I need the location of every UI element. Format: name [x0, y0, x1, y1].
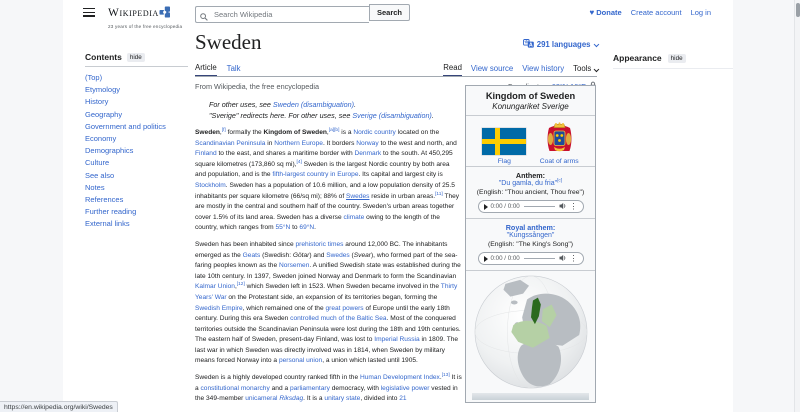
- tools-menu[interactable]: Tools: [573, 64, 597, 76]
- toc-item-culture[interactable]: Culture: [85, 158, 110, 168]
- tab-article[interactable]: Article: [195, 63, 217, 76]
- toc-item-government[interactable]: Government and politics: [85, 121, 166, 131]
- anthem-label: Anthem:: [515, 171, 546, 180]
- contents-title: Contents: [85, 52, 122, 62]
- royal-anthem-english: (English: "The King's Song"): [487, 241, 574, 248]
- location-globe-image[interactable]: [466, 270, 595, 402]
- volume-icon[interactable]: [559, 202, 567, 212]
- tab-talk[interactable]: Talk: [226, 64, 241, 73]
- kebab-menu-icon[interactable]: ⋮: [569, 201, 578, 211]
- royal-anthem-label-link[interactable]: Royal anthem:: [505, 223, 556, 232]
- paragraph: Sweden has been inhabited since prehistoric times around 12,000 BC. The inhabitants emerged as the Geats (Swedish: Götar) and Swedes (Svear), who formed part of the sea-faring peoples known as the Norsemen. A unified Swedish state was established during the late 10th century. In 1397, Sweden joined Norway and Denmark to form the Scandinavian Kalmar Union,[12] which Sweden left in 1523. When Sweden became involved in the Thirty Years' War on the Protestant side, an expansion of its territories began, forming the Swedish Empire, which remained one of the great powers of Europe until the early 18th century. During this era Sweden controlled much of the Baltic Sea. Most of the conquered territories outside the Scandinavian Peninsula were lost during the 18th and 19th centuries. The eastern half of Sweden, present-day Finland, was lost to Imperial Russia in 1809. The last war in which Sweden was directly involved was in 1814, when Sweden by military means forced Norway into a personal union, a union which lasted until 1905.: [195, 240, 461, 365]
- flag-image[interactable]: [482, 128, 526, 155]
- audio-time: 0:00 / 0:00: [490, 203, 520, 210]
- toc-item-demographics[interactable]: Demographics: [85, 146, 134, 156]
- toc-item-history[interactable]: History: [85, 97, 109, 107]
- languages-button[interactable]: A 291 languages: [523, 39, 597, 50]
- play-icon[interactable]: [484, 256, 488, 262]
- svg-text:A: A: [528, 42, 533, 48]
- toc-item-etymology[interactable]: Etymology: [85, 85, 121, 95]
- browser-status-bar: https://en.wikipedia.org/wiki/Swedes: [0, 401, 118, 412]
- heart-icon: ♥: [589, 8, 595, 17]
- audio-time: 0:00 / 0:00: [490, 255, 520, 262]
- toc-item-see-also[interactable]: See also: [85, 170, 115, 180]
- wikipedia-logo-tagline: 23 years of the free encyclopedia: [108, 24, 183, 29]
- toc-item-references[interactable]: References: [85, 195, 124, 205]
- appearance-hide-button[interactable]: hide: [668, 54, 686, 63]
- chevron-down-icon: [593, 66, 598, 71]
- wikipedia-logo-wordmark: Wikipedia: [108, 7, 159, 19]
- tab-view-source[interactable]: View source: [470, 64, 514, 73]
- toc-item-top[interactable]: (Top): [85, 73, 103, 82]
- scrollbar[interactable]: [794, 0, 800, 412]
- toc-item-geography[interactable]: Geography: [85, 109, 123, 119]
- puzzle-icon: [159, 5, 171, 23]
- search-input[interactable]: [195, 6, 369, 23]
- toc-item-external-links[interactable]: External links: [85, 219, 130, 229]
- europe-map-image: [472, 393, 589, 400]
- volume-icon[interactable]: [559, 254, 567, 264]
- hatnote: "Sverige" redirects here. For other uses, see Sverige (disambiguation).: [209, 110, 434, 120]
- log-in-link[interactable]: Log in: [690, 8, 711, 17]
- contents-sidebar: [85, 52, 188, 231]
- anthem-english: (English: "Thou ancient, Thou free"): [476, 189, 585, 196]
- chevron-down-icon: [593, 41, 598, 46]
- tab-read[interactable]: Read: [443, 63, 462, 76]
- create-account-link[interactable]: Create account: [630, 8, 682, 17]
- tab-view-history[interactable]: View history: [522, 64, 565, 73]
- seek-bar[interactable]: [524, 258, 555, 259]
- anthem-ref[interactable]: [c]: [557, 178, 563, 184]
- page-title: Sweden: [195, 30, 262, 54]
- scrollbar-thumb[interactable]: [796, 3, 800, 17]
- donate-link[interactable]: ♥ Donate: [589, 8, 622, 17]
- main-menu-icon[interactable]: [83, 8, 95, 17]
- toc-item-economy[interactable]: Economy: [85, 134, 117, 144]
- infobox-native-name: Konungariket Sverige: [492, 102, 569, 111]
- search-button[interactable]: Search: [369, 4, 410, 21]
- hatnote: For other uses, see Sweden (disambiguation).: [209, 100, 357, 109]
- coat-of-arms-image[interactable]: [540, 122, 579, 155]
- site-header: [63, 0, 733, 29]
- paragraph: Sweden is a highly developed country ranked fifth in the Human Development Index.[13] It is a constitutional monarchy and a parliamentary democracy, with legislative power vested in the 349-member unicameral Riksdag. It is a unitary state, divided into 21: [195, 372, 462, 403]
- kebab-menu-icon[interactable]: ⋮: [569, 253, 578, 263]
- contents-hide-button[interactable]: hide: [127, 53, 145, 62]
- appearance-title: Appearance: [613, 53, 662, 63]
- audio-player: [478, 200, 584, 213]
- paragraph: Sweden,[f] formally the Kingdom of Sweden,[a][b] is a Nordic country located on the Scandinavian Peninsula in Northern Europe. It borders Norway to the west and north, and Finland to the east, and shares a maritime border with Denmark to the south. At 450,295 square kilometres (173,860 sq mi),[4] Sweden is the largest Nordic country by both area and population, and is the fifth-largest country in Europe. Its capital and largest city is Stockholm. Sweden has a population of 10.6 million, and a low population density of 25.5 inhabitants per square kilometre (66/sq mi); 88% of Swedes reside in urban areas.[11] They are mostly in the central and southern half of the country. Sweden's urban areas together cover 1.5% of its land area. Sweden has a diverse climate owing to the length of the country, which ranges from 55°N to 69°N.: [195, 127, 460, 232]
- search-icon: [200, 8, 208, 26]
- search-bar: [195, 4, 410, 21]
- toc-item-notes[interactable]: Notes: [85, 182, 105, 192]
- royal-anthem-link[interactable]: "Kungssången": [506, 232, 555, 239]
- anthem-link[interactable]: "Du gamla, du fria": [498, 180, 558, 187]
- seek-bar[interactable]: [524, 206, 555, 207]
- country-infobox: [465, 85, 596, 403]
- user-links: [590, 8, 711, 17]
- wikipedia-logo[interactable]: [108, 3, 186, 29]
- language-icon: [523, 39, 534, 50]
- play-icon[interactable]: [484, 204, 488, 210]
- toc-item-further-reading[interactable]: Further reading: [85, 207, 137, 217]
- coat-of-arms-caption-link[interactable]: Coat of arms: [539, 158, 579, 165]
- contents-list: [85, 72, 188, 231]
- page-tabs: [195, 62, 597, 77]
- wikipedia-page: [63, 0, 733, 412]
- audio-player: [478, 252, 584, 265]
- infobox-country-name: Kingdom of Sweden: [485, 91, 576, 101]
- site-subtitle: From Wikipedia, the free encyclopedia: [195, 82, 320, 91]
- article-body: [195, 128, 462, 405]
- flag-caption-link[interactable]: Flag: [497, 158, 511, 165]
- appearance-panel: [613, 53, 733, 69]
